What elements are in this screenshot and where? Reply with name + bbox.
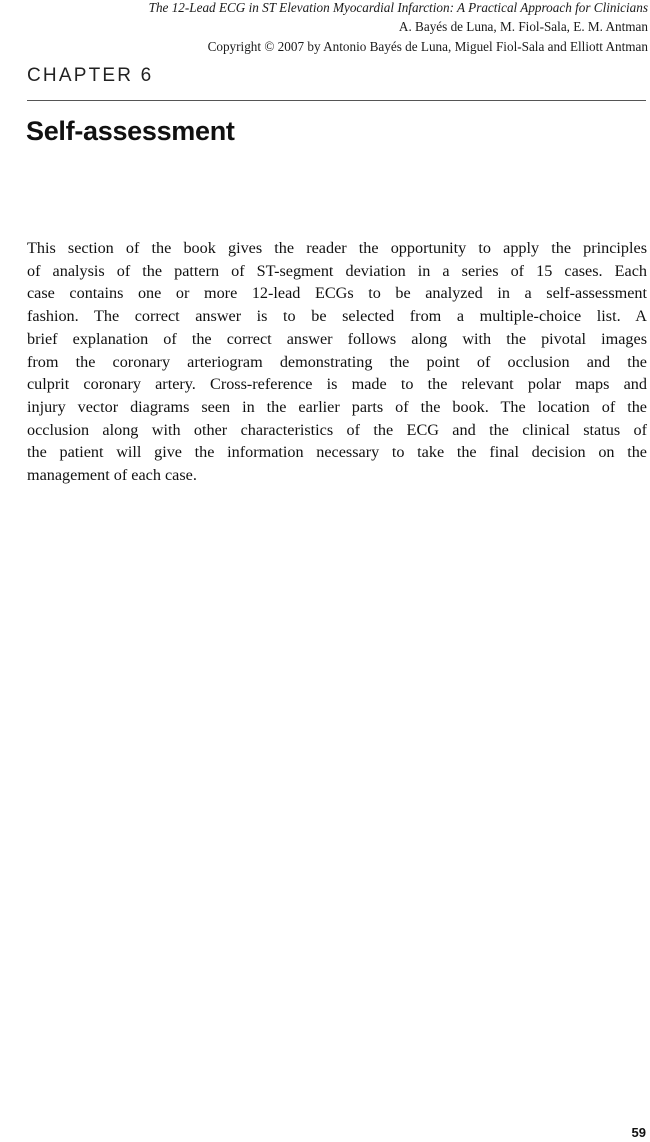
chapter-divider xyxy=(27,100,646,101)
book-authors-header: A. Bayés de Luna, M. Fiol-Sala, E. M. Antman xyxy=(398,19,648,34)
page-number: 59 xyxy=(631,1125,646,1140)
copyright-notice: Copyright © 2007 by Antonio Bayés de Luna, Miguel Fiol-Sala and Elliott Antman xyxy=(207,39,648,54)
body-line: the patient will give the information necessary to take the final decision on the xyxy=(27,443,647,462)
book-title-header: The 12-Lead ECG in ST Elevation Myocardial Infarction: A Practical Approach for Clinicians xyxy=(148,0,648,15)
body-line: management of each case. xyxy=(27,466,197,485)
body-line: occlusion along with other characteristics of the ECG and the clinical status of xyxy=(27,420,647,439)
body-line: case contains one or more 12-lead ECGs to be analyzed in a self-assessment xyxy=(27,284,647,303)
body-line: This section of the book gives the reader the opportunity to apply the principles xyxy=(27,239,647,257)
body-line: injury vector diagrams seen in the earlier parts of the book. The location of the xyxy=(27,397,647,416)
body-line: of analysis of the pattern of ST-segment deviation in a series of 15 cases. Each xyxy=(27,261,647,280)
body-line: brief explanation of the correct answer follows along with the pivotal images xyxy=(27,329,647,348)
body-line: culprit coronary artery. Cross-reference is made to the relevant polar maps and xyxy=(27,375,647,394)
chapter-label: CHAPTER 6 xyxy=(27,65,154,86)
body-line: fashion. The correct answer is to be selected from a multiple-choice list. A xyxy=(27,307,647,326)
chapter-title: Self-assessment xyxy=(26,116,235,146)
body-line: from the coronary arteriogram demonstrating the point of occlusion and the xyxy=(27,352,647,371)
body-paragraph xyxy=(27,237,647,487)
